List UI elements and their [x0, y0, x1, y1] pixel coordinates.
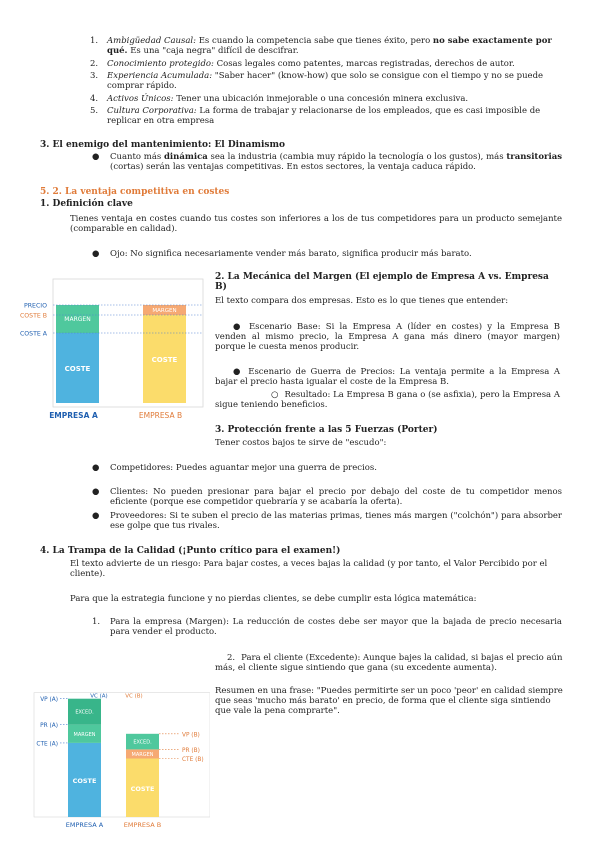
chart-frame [34, 693, 210, 817]
bar-label: MARGEN [152, 308, 177, 314]
list-item: ● Escenario de Guerra de Precios: La ventaja permite a la Empresa A bajar el precio hasta igualar el coste de la Empresa B. [215, 367, 560, 388]
paragraph: Tienes ventaja en costes cuando tus costes son inferiores a los de tus competidores para un producto semejante (comparable en calidad). [70, 214, 562, 235]
top-label: VC (B) [125, 693, 143, 700]
paragraph: Resumen en una frase: "Puedes permitirte ser un poco 'peor' en calidad siempre que seas 'mucho más barato' en precio, de forma que el cliente siga sintiendo que vale la pena comprarte". [215, 686, 563, 717]
item-label: Ambigüedad Causal: [107, 36, 197, 46]
level-label: VP (A) [40, 697, 58, 704]
list-item: 3. Experiencia Acumulada: "Saber hacer" (know-how) que solo se consigue con el tiempo y no se puede comprar rápido. [90, 71, 544, 92]
bar-label: COSTE [72, 776, 97, 785]
category-label: EMPRESA A [65, 821, 104, 829]
list-item: 2. Para el cliente (Excedente): Aunque bajes la calidad, si bajas el precio aún más, el cliente sigue sintiendo que gana (su excedente aumenta). [215, 653, 563, 674]
bar-label: EXCED. [133, 739, 152, 746]
list-item: ● Clientes: No pueden presionar para bajar el precio por debajo del coste de tu competidor menos eficiente (porque ese competidor quebraría y se acabaría la oferta). [92, 487, 562, 508]
top-label: VC (A) [90, 693, 108, 700]
level-label: PRECIO [24, 302, 47, 310]
bar-label: COSTE [64, 365, 91, 373]
value-chart [30, 655, 210, 830]
section-heading: 4. La Trampa de la Calidad (¡Punto crítico para el examen!) [40, 546, 341, 556]
level-label: COSTE B [19, 312, 47, 320]
section-heading: 2. La Mecánica del Margen (El ejemplo de Empresa A vs. Empresa B) [215, 272, 549, 293]
category-label: EMPRESA B [138, 411, 183, 420]
margin-chart [10, 275, 210, 423]
bar-label: COSTE [151, 356, 178, 364]
paragraph: Tener costos bajos te sirve de "escudo": [215, 438, 387, 448]
level-label: COSTE A [19, 330, 47, 338]
category-label: EMPRESA B [123, 821, 162, 829]
category-label: EMPRESA A [49, 411, 98, 420]
list-item: 1. Ambigüedad Causal: Es cuando la competencia sabe que tienes éxito, pero no sabe exactamente por qué. Es una "caja negra" difícil de descifrar. [90, 36, 552, 57]
list-item: ● Escenario Base: Si la Empresa A (líder en costes) y la Empresa B venden al mismo precio, la Empresa A gana más dinero (mayor margen) porque le cuesta menos producir. [215, 322, 560, 353]
bar-label: MARGEN [131, 751, 154, 758]
list-item: ● Ojo: No significa necesariamente vender más barato, significa producir más barato. [92, 249, 472, 259]
paragraph: El texto advierte de un riesgo: Para bajar costes, a veces bajas la calidad (y por tanto, el Valor Percibido por el cliente). [70, 559, 548, 580]
list-item: ● Competidores: Puedes aguantar mejor una guerra de precios. [92, 463, 377, 473]
paragraph: El texto compara dos empresas. Esto es lo que tienes que entender: [215, 296, 509, 306]
list-item: ● Cuanto más dinámica sea la industria (cambia muy rápido la tecnología o los gustos), más transitorias (cortas) serán las ventajas competitivas. En estos sectores, la ventaja caduca rápido. [92, 152, 563, 173]
section-heading: 5. 2. La ventaja competitiva en costes [40, 187, 230, 197]
level-label: PR (A) [40, 723, 58, 730]
list-item: 5. Cultura Corporativa: La forma de trabajar y relacionarse de los empleados, que es casi imposible de replicar en otra empresa [90, 106, 541, 127]
list-item: ○ Resultado: La Empresa B gana o (se asfixia), pero la Empresa A sigue teniendo beneficios. [215, 390, 560, 411]
subheading: 1. Definición clave [40, 199, 133, 209]
level-label: VP (B) [182, 732, 200, 739]
list-item: ● Proveedores: Si te suben el precio de las materias primas, tienes más margen ("colchón") para absorber ese golpe que tus rivales. [92, 511, 562, 532]
level-label: PR (B) [182, 747, 200, 754]
bar-label: MARGEN [73, 731, 96, 738]
bar-label: COSTE [130, 784, 155, 793]
list-number: 1. [90, 36, 99, 46]
level-label: CTE (A) [36, 741, 58, 748]
list-item: 4. Activos Únicos: Tener una ubicación inmejorable o una concesión minera exclusiva. [90, 94, 469, 104]
section-heading: 3. Protección frente a las 5 Fuerzas (Porter) [215, 425, 438, 435]
list-item: 2. Conocimiento protegido: Cosas legales como patentes, marcas registradas, derechos de autor. [90, 59, 515, 69]
bar-label: MARGEN [64, 316, 91, 323]
bar-label: EXCED. [75, 709, 94, 716]
level-label: CTE (B) [182, 757, 204, 763]
list-item: 1. Para la empresa (Margen): La reducción de costes debe ser mayor que la bajada de precio necesaria para vender el producto. [92, 617, 562, 638]
section-heading: 3. El enemigo del mantenimiento: El Dinamismo [40, 140, 285, 150]
paragraph: Para que la estrategia funcione y no pierdas clientes, se debe cumplir esta lógica matemática: [70, 594, 477, 604]
